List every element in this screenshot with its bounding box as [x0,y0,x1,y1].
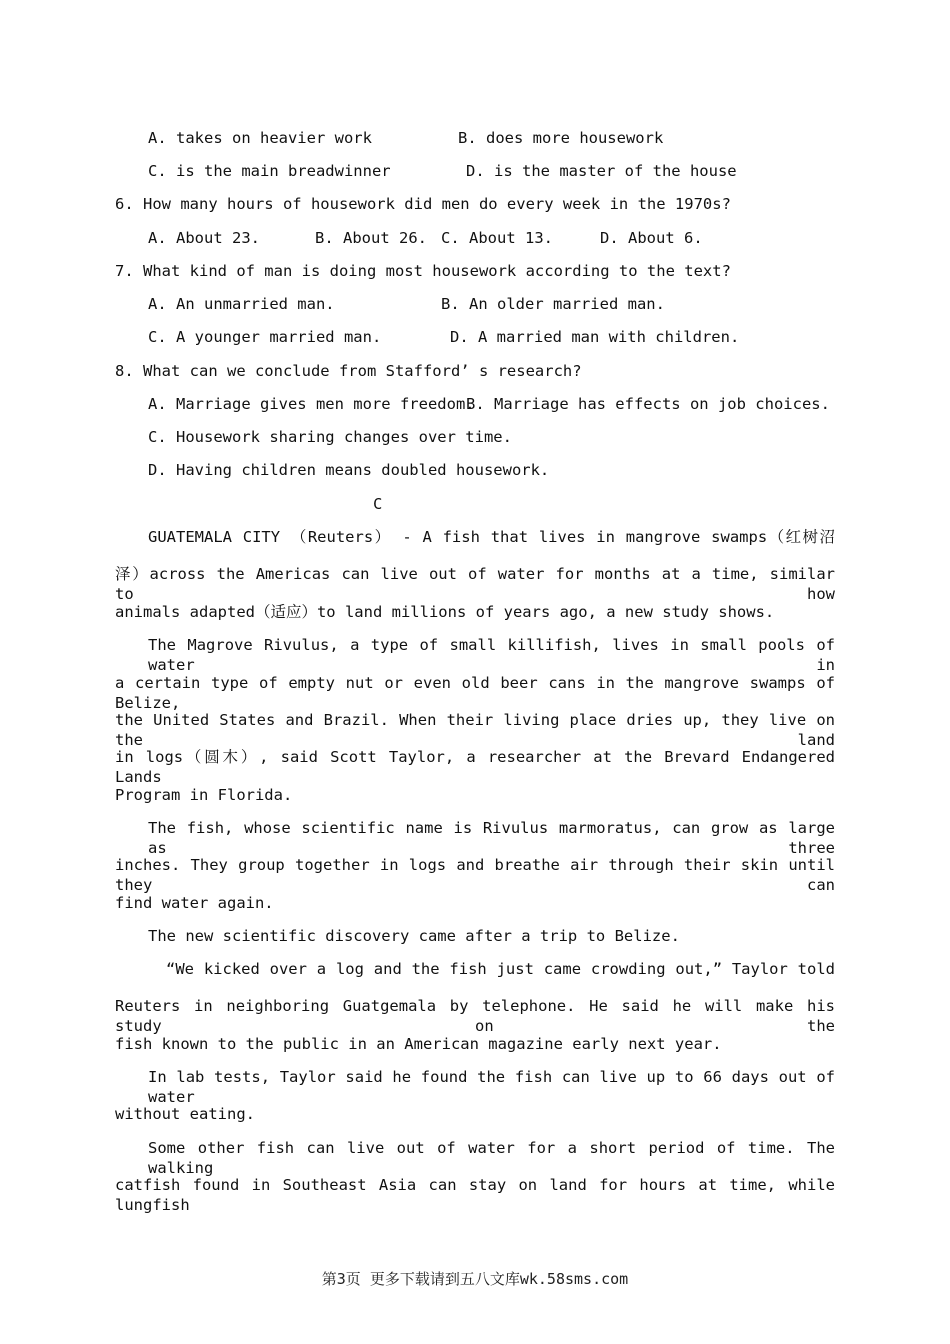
q5-option-b: B. does more housework [458,129,664,147]
q8-option-d: D. Having children means doubled housework. [148,461,550,479]
paragraph-2-line-3: the United States and Brazil. When their living place dries up, they live on the land [115,711,835,749]
q7-option-b: B. An older married man. [441,295,665,313]
q6-option-c: C. About 13. [441,229,553,247]
q8-option-b: B. Marriage has effects on job choices. [466,395,830,413]
q8-option-c: C. Housework sharing changes over time. [148,428,512,446]
paragraph-3-line-1: The fish, whose scientific name is Rivulus marmoratus, can grow as large as three [148,819,835,857]
paragraph-2-line-2: a certain type of empty nut or even old beer cans in the mangrove swamps of Belize, [115,674,835,712]
q6-option-a: A. About 23. [148,229,260,247]
paragraph-5-line-3: fish known to the public in an American magazine early next year. [115,1035,722,1053]
q7-option-a: A. An unmarried man. [148,295,335,313]
paragraph-3-line-3: find water again. [115,894,274,912]
q6-stem: 6. How many hours of housework did men do every week in the 1970s? [115,195,731,213]
q5-option-a: A. takes on heavier work [148,129,372,147]
q5-option-d: D. is the master of the house [466,162,737,180]
q7-stem: 7. What kind of man is doing most housework according to the text? [115,262,731,280]
paragraph-5-line-1: “We kicked over a log and the fish just came crowding out,” Taylor told [166,960,835,978]
q7-option-c: C. A younger married man. [148,328,382,346]
paragraph-1-line-1: GUATEMALA CITY （Reuters） - A fish that lives in mangrove swamps（红树沼 [148,528,835,546]
q8-option-a: A. Marriage gives men more freedom. [148,395,475,413]
q7-option-d: D. A married man with children. [450,328,740,346]
q6-option-d: D. About 6. [600,229,703,247]
paragraph-2-line-4: in logs（圆木）, said Scott Taylor, a researcher at the Brevard Endangered Lands [115,748,835,786]
paragraph-2-line-5: Program in Florida. [115,786,293,804]
q5-option-c: C. is the main breadwinner [148,162,391,180]
q8-stem: 8. What can we conclude from Stafford’ s research? [115,362,582,380]
paragraph-7-line-2: catfish found in Southeast Asia can stay on land for hours at time, while lungfish [115,1176,835,1214]
paragraph-1-line-2: 泽）across the Americas can live out of water for months at a time, similar to how [115,565,835,603]
paragraph-7-line-1: Some other fish can live out of water for a short period of time. The walking [148,1139,835,1177]
paragraph-5-line-2: Reuters in neighboring Guatgemala by telephone. He said he will make his study on the [115,997,835,1035]
paragraph-2-line-1: The Magrove Rivulus, a type of small killifish, lives in small pools of water in [148,636,835,674]
paragraph-3-line-2: inches. They group together in logs and breathe air through their skin until they can [115,856,835,894]
page-footer: 第3页 更多下载请到五八文库wk.58sms.com [321,1270,629,1288]
q6-option-b: B. About 26. [315,229,427,247]
paragraph-4-line-1: The new scientific discovery came after a trip to Belize. [148,927,680,945]
paragraph-1-line-3: animals adapted（适应）to land millions of years ago, a new study shows. [115,603,775,621]
paragraph-6-line-1: In lab tests, Taylor said he found the fish can live up to 66 days out of water [148,1068,835,1106]
paragraph-6-line-2: without eating. [115,1105,255,1123]
section-heading: C [373,495,383,513]
